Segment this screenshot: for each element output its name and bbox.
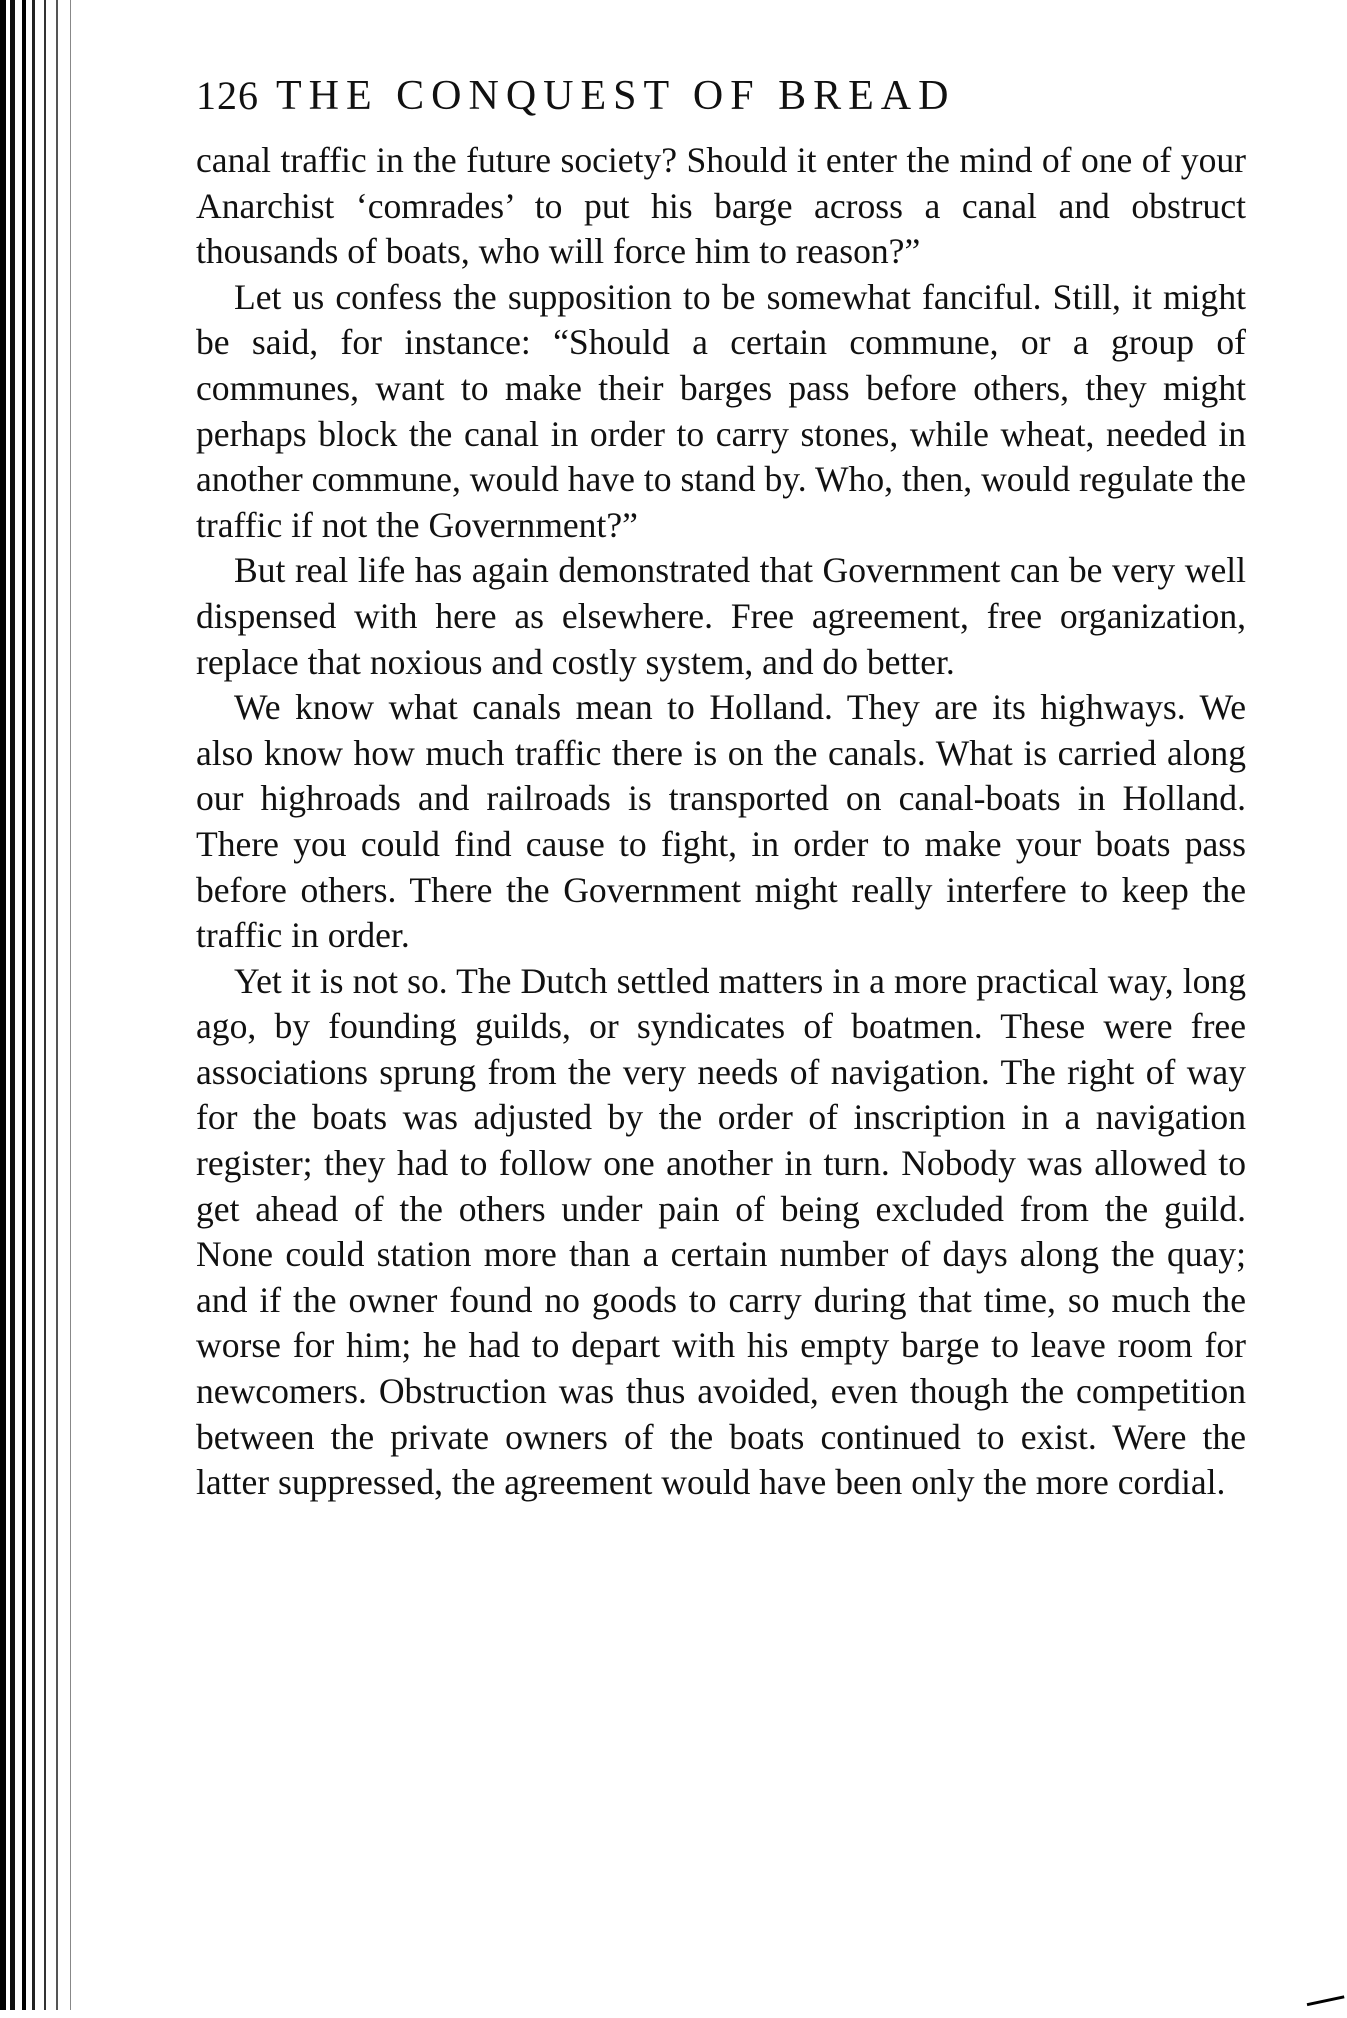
- paragraph-continued: canal traffic in the future society? Should it enter the mind of one of your Anarchist ‘comrades’ to put his barge across a canal and obstruct thousands of boats, who will force him to reason?”: [196, 140, 1246, 272]
- page-number: 126: [196, 73, 259, 118]
- book-page: [196, 72, 1246, 1506]
- paragraph: We know what canals mean to Holland. They are its highways. We also know how much traffic there is on the canals. What is carried along our highroads and railroads is transported on canal-boats in Holland. There you could find cause to fight, in order to make your boats pass before others. There the Government might really interfere to keep the traffic in order.: [196, 687, 1246, 956]
- paragraph: Let us confess the supposition to be somewhat fanciful. Still, it might be said, for instance: “Should a certain commune, or a group of communes, want to make their barges pass before others, they might perhaps block the canal in order to carry stones, while wheat, needed in another commune, would have to stand by. Who, then, would regulate the traffic if not the Government?”: [196, 276, 1246, 545]
- book-title: THE CONQUEST OF BREAD: [276, 73, 956, 119]
- scan-corner-mark: [1307, 1995, 1347, 2018]
- running-head: [196, 72, 1246, 138]
- book-gutter-scan: [0, 0, 86, 2010]
- paragraph: But real life has again demonstrated that Government can be very well dispensed with here as elsewhere. Free agreement, free organization, replace that noxious and costly system, and do better.: [196, 550, 1246, 682]
- paragraph: Yet it is not so. The Dutch settled matters in a more practical way, long ago, by founding guilds, or syndicates of boatmen. These were free associations sprung from the very needs of navigation. The right of way for the boats was adjusted by the order of inscription in a navigation register; they had to follow one another in turn. Nobody was allowed to get ahead of the others under pain of being excluded from the guild. None could station more than a certain number of days along the quay; and if the owner found no goods to carry during that time, so much the worse for him; he had to depart with his empty barge to leave room for newcomers. Obstruction was thus avoided, even though the competition between the private owners of the boats continued to exist. Were the latter suppressed, the agreement would have been only the more cordial.: [196, 960, 1246, 1503]
- body-text: [196, 138, 1246, 1506]
